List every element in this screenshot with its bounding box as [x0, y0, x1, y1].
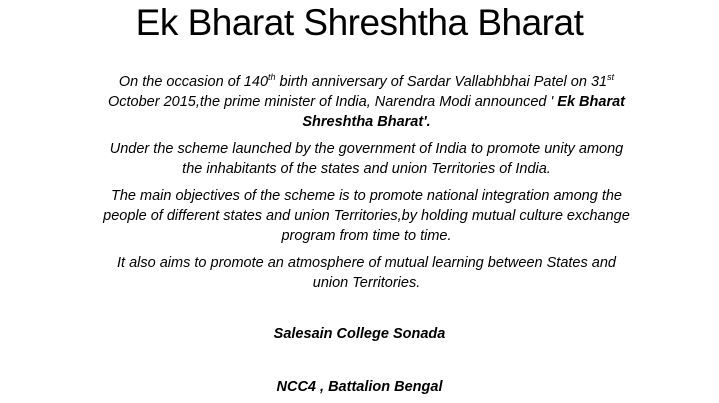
slide-title: Ek Bharat Shreshtha Bharat [135, 2, 584, 43]
announcement-text-1: On the occasion of 140 [118, 74, 269, 90]
announcement-text-3: October 2015,the prime minister of India, Narendra Modi announced ' [108, 94, 558, 110]
paragraph-mutual-learning: It also aims to promote an atmosphere of mutual learning between States and union Territories. [117, 255, 616, 291]
announcement-text-2: birth anniversary of Sardar Vallabhbhai Patel on 31 [275, 74, 608, 90]
slide-body [100, 72, 633, 300]
scheme-name: Ek Bharat Shreshtha Bharat'. [302, 94, 625, 130]
paragraph-announcement [100, 72, 633, 132]
paragraph-objectives: The main objectives of the scheme is to promote national integration among the people of different states and union Territories,by holding mutual culture exchange program from time to time. [103, 188, 630, 244]
paragraph-scheme-purpose: Under the scheme launched by the government of India to promote unity among the inhabitants of the states and union Territories of India. [109, 141, 624, 177]
battalion-name: NCC4 , Battalion Bengal [276, 379, 443, 395]
ordinal-suffix-th: th [268, 72, 276, 83]
college-name: Salesain College Sonada [273, 326, 446, 342]
ordinal-suffix-st: st [607, 72, 615, 83]
